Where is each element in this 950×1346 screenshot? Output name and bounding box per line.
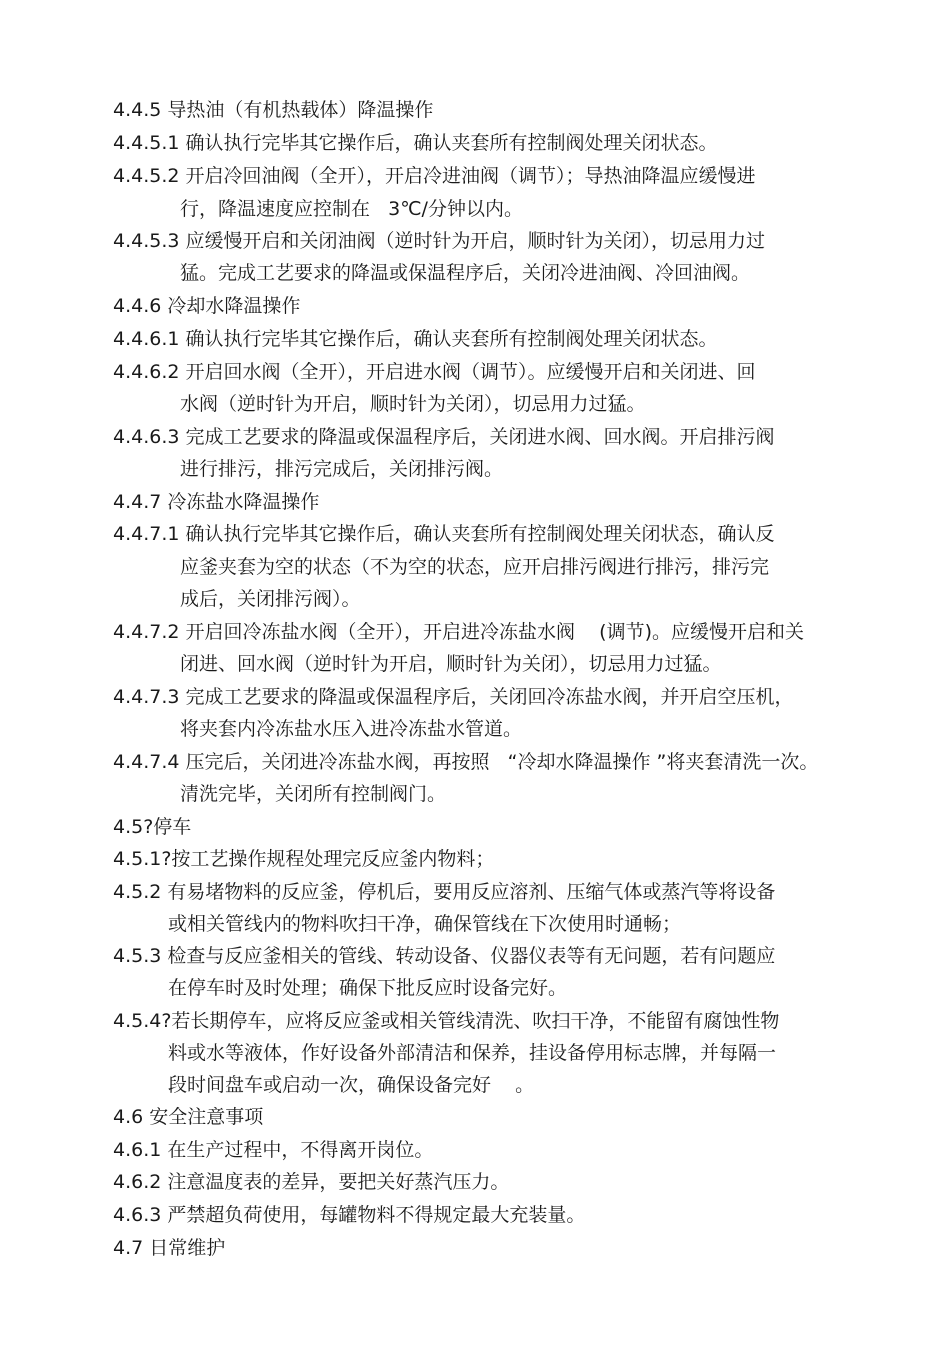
paragraph-4-4-6-1: 4.4.6.1 确认执行完毕其它操作后，确认夹套所有控制阀处理关闭状态。 [113,328,718,350]
paragraph-4-6-1: 4.6.1 在生产过程中，不得离开岗位。 [113,1139,434,1161]
paragraph-4-5-4: 4.5.4?若长期停车，应将反应釜或相关管线清洗、吹扫干净，不能留有腐蚀性物 [113,1010,780,1032]
heading-4-6: 4.6 安全注意事项 [113,1106,264,1128]
heading-4-4-6: 4.4.6 冷却水降温操作 [113,295,301,317]
paragraph-4-5-4-cont2: 段时间盘车或启动一次，确保设备完好 。 [168,1074,535,1096]
paragraph-4-4-7-2-cont: 闭进、回水阀（逆时针为开启，顺时针为关闭），切忌用力过猛。 [180,653,722,675]
paragraph-4-4-7-3-cont: 将夹套内冷冻盐水压入进冷冻盐水管道。 [180,718,523,740]
paragraph-4-4-6-3-cont: 进行排污，排污完成后，关闭排污阀。 [180,458,504,480]
heading-4-4-5: 4.4.5 导热油（有机热载体）降温操作 [113,99,434,121]
paragraph-4-6-2: 4.6.2 注意温度表的差异，要把关好蒸汽压力。 [113,1171,510,1193]
paragraph-4-4-5-3: 4.4.5.3 应缓慢开启和关闭油阀（逆时针为开启，顺时针为关闭），切忌用力过 [113,230,766,252]
paragraph-4-4-7-4-cont: 清洗完毕，关闭所有控制阀门。 [180,783,447,805]
paragraph-4-4-5-1: 4.4.5.1 确认执行完毕其它操作后，确认夹套所有控制阀处理关闭状态。 [113,132,718,154]
paragraph-4-4-6-2: 4.4.6.2 开启回水阀（全开），开启进水阀（调节）。应缓慢开启和关闭进、回 [113,361,756,383]
paragraph-4-4-7-2: 4.4.7.2 开启回冷冻盐水阀（全开），开启进冷冻盐水阀 (调节)。应缓慢开启和关 [113,621,804,643]
paragraph-4-4-5-2: 4.4.5.2 开启冷回油阀（全开），开启冷进油阀（调节）；导热油降温应缓慢进 [113,165,756,187]
heading-4-4-7: 4.4.7 冷冻盐水降温操作 [113,491,320,513]
paragraph-4-5-2-cont: 或相关管线内的物料吹扫干净，确保管线在下次使用时通畅； [168,913,682,935]
paragraph-4-5-4-cont: 料或水等液体，作好设备外部清洁和保养，挂设备停用标志牌，并每隔一 [168,1042,777,1064]
paragraph-4-4-7-1-cont: 应釜夹套为空的状态（不为空的状态，应开启排污阀进行排污，排污完 [180,556,770,578]
paragraph-4-4-6-3: 4.4.6.3 完成工艺要求的降温或保温程序后，关闭进水阀、回水阀。开启排污阀 [113,426,775,448]
paragraph-4-5-1: 4.5.1?按工艺操作规程处理完反应釜内物料； [113,848,495,870]
paragraph-4-4-6-2-cont: 水阀（逆时针为开启，顺时针为关闭），切忌用力过猛。 [180,393,646,415]
heading-4-7: 4.7 日常维护 [113,1237,226,1259]
heading-4-5: 4.5?停车 [113,816,192,838]
paragraph-4-4-7-3: 4.4.7.3 完成工艺要求的降温或保温程序后，关闭回冷冻盐水阀，并开启空压机， [113,686,794,708]
paragraph-4-5-3: 4.5.3 检查与反应釜相关的管线、转动设备、仪器仪表等有无问题，若有问题应 [113,945,776,967]
paragraph-4-5-3-cont: 在停车时及时处理；确保下批反应时设备完好。 [168,977,568,999]
paragraph-4-4-7-1-cont2: 成后，关闭排污阀）。 [180,588,361,610]
paragraph-4-4-5-3-cont: 猛。完成工艺要求的降温或保温程序后，关闭冷进油阀、冷回油阀。 [180,262,751,284]
paragraph-4-4-7-4: 4.4.7.4 压完后，关闭进冷冻盐水阀，再按照 “冷却水降温操作 ”将夹套清洗一次。 [113,751,819,773]
paragraph-4-4-5-2-cont: 行，降温速度应控制在 3℃/分钟以内。 [180,198,523,220]
paragraph-4-4-7-1: 4.4.7.1 确认执行完毕其它操作后，确认夹套所有控制阀处理关闭状态，确认反 [113,523,775,545]
paragraph-4-6-3: 4.6.3 严禁超负荷使用，每罐物料不得规定最大充装量。 [113,1204,586,1226]
paragraph-4-5-2: 4.5.2 有易堵物料的反应釜，停机后，要用反应溶剂、压缩气体或蒸汽等将设备 [113,881,776,903]
